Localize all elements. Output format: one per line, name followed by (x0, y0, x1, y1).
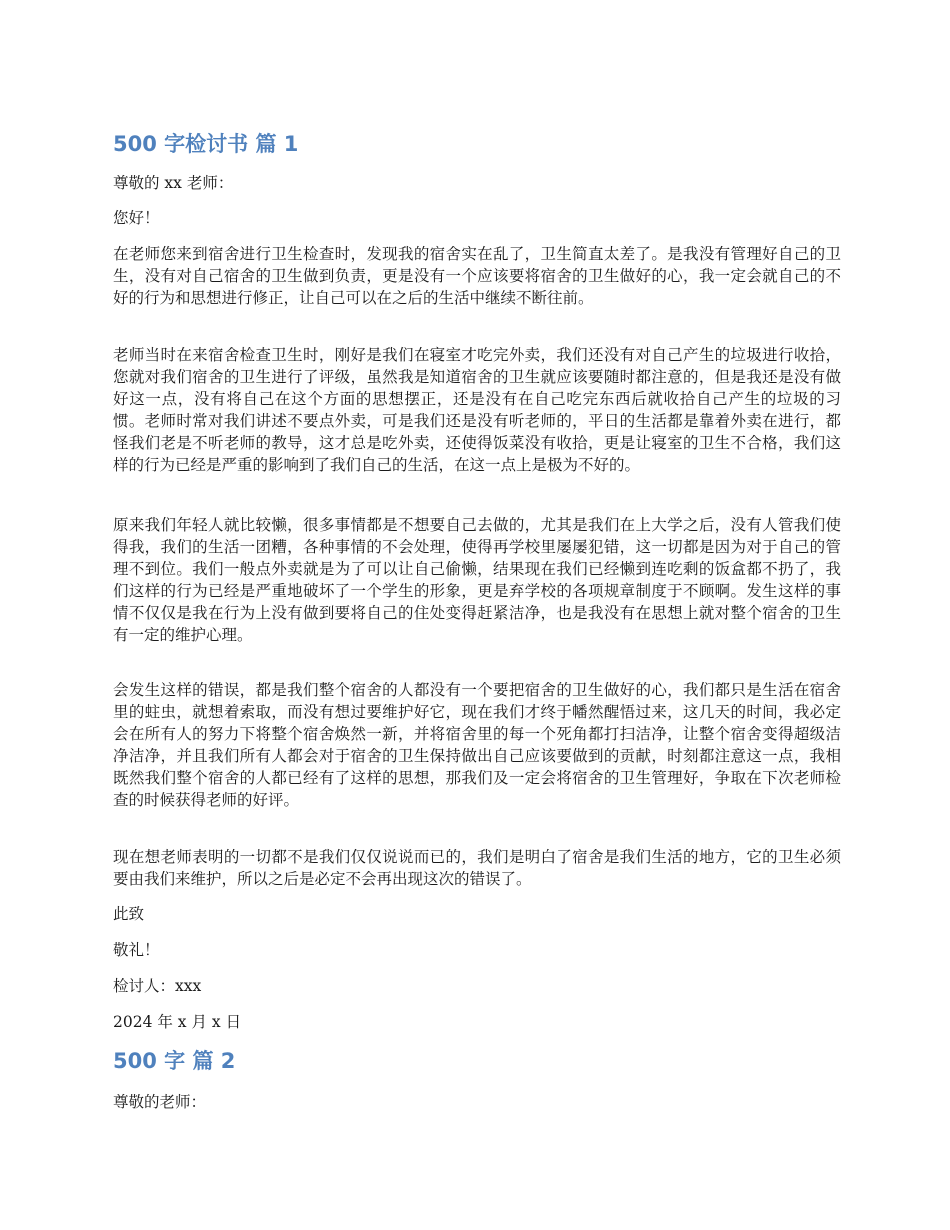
section-heading-1: 500 字检讨书 篇 1 (113, 132, 299, 156)
salutation-1: 尊敬的 xx 老师： (113, 174, 234, 192)
body-paragraph-1: 在老师您来到宿舍进行卫生检查时，发现我的宿舍实在乱了，卫生简直太差了。是我没有管理好自己的卫生，没有对自己宿舍的卫生做到负责，更是没有一个应该要将宿舍的卫生做好的心，我一定会就自己的不好的行为和思想进行修正，让自己可以在之后的生活中继续不断往前。 (113, 245, 841, 307)
closing-line-1: 此致 (113, 905, 145, 923)
signer-line: 检讨人：xxx (113, 977, 202, 995)
greeting: 您好！ (113, 209, 160, 227)
salutation-2: 尊敬的老师： (113, 1093, 207, 1111)
section-heading-2: 500 字 篇 2 (113, 1049, 236, 1073)
date-line: 2024 年 x 月 x 日 (113, 1013, 242, 1031)
body-paragraph-4: 会发生这样的错误，都是我们整个宿舍的人都没有一个要把宿舍的卫生做好的心，我们都只是生活在宿舍里的蛀虫，就想着索取，而没有想过要维护好它，现在我们才终于幡然醒悟过来，这几天的时间，我必定会在所有人的努力下将整个宿舍焕然一新，并将宿舍里的每一个死角都打扫洁净，让整个宿舍变得超级洁净洁净，并且我们所有人都会对于宿舍的卫生保持做出自己应该要做到的贡献，时刻都注意这一点，我相既然我们整个宿舍的人都已经有了这样的思想，那我们及一定会将宿舍的卫生管理好，争取在下次老师检查的时候获得老师的好评。 (113, 681, 841, 809)
body-paragraph-5: 现在想老师表明的一切都不是我们仅仅说说而已的，我们是明白了宿舍是我们生活的地方，它的卫生必须要由我们来维护，所以之后是必定不会再出现这次的错误了。 (113, 848, 841, 888)
body-paragraph-2: 老师当时在来宿舍检查卫生时，刚好是我们在寝室才吃完外卖，我们还没有对自己产生的垃圾进行收拾，您就对我们宿舍的卫生进行了评级，虽然我是知道宿舍的卫生就应该要随时都注意的，但是我还是没有做好这一点，没有将自己在这个方面的思想摆正，还是没有在自己吃完东西后就收拾自己产生的垃圾的习惯。老师时常对我们讲述不要点外卖，可是我们还是没有听老师的，平日的生活都是靠着外卖在进行，都怪我们老是不听老师的教导，这才总是吃外卖，还使得饭菜没有收拾，更是让寝室的卫生不合格，我们这样的行为已经是严重的影响到了我们自己的生活，在这一点上是极为不好的。 (113, 346, 841, 474)
closing-line-2: 敬礼！ (113, 941, 160, 959)
body-paragraph-3: 原来我们年轻人就比较懒，很多事情都是不想要自己去做的，尤其是我们在上大学之后，没有人管我们使得我，我们的生活一团糟，各种事情的不会处理，使得再学校里屡屡犯错，这一切都是因为对于自己的管理不到位。我们一般点外卖就是为了可以让自己偷懒，结果现在我们已经懒到连吃剩的饭盒都不扔了，我们这样的行为已经是严重地破坏了一个学生的形象，更是弃学校的各项规章制度于不顾啊。发生这样的事情不仅仅是我在行为上没有做到要将自己的住处变得赶紧洁净，也是我没有在思想上就对整个宿舍的卫生有一定的维护心理。 (113, 516, 841, 644)
